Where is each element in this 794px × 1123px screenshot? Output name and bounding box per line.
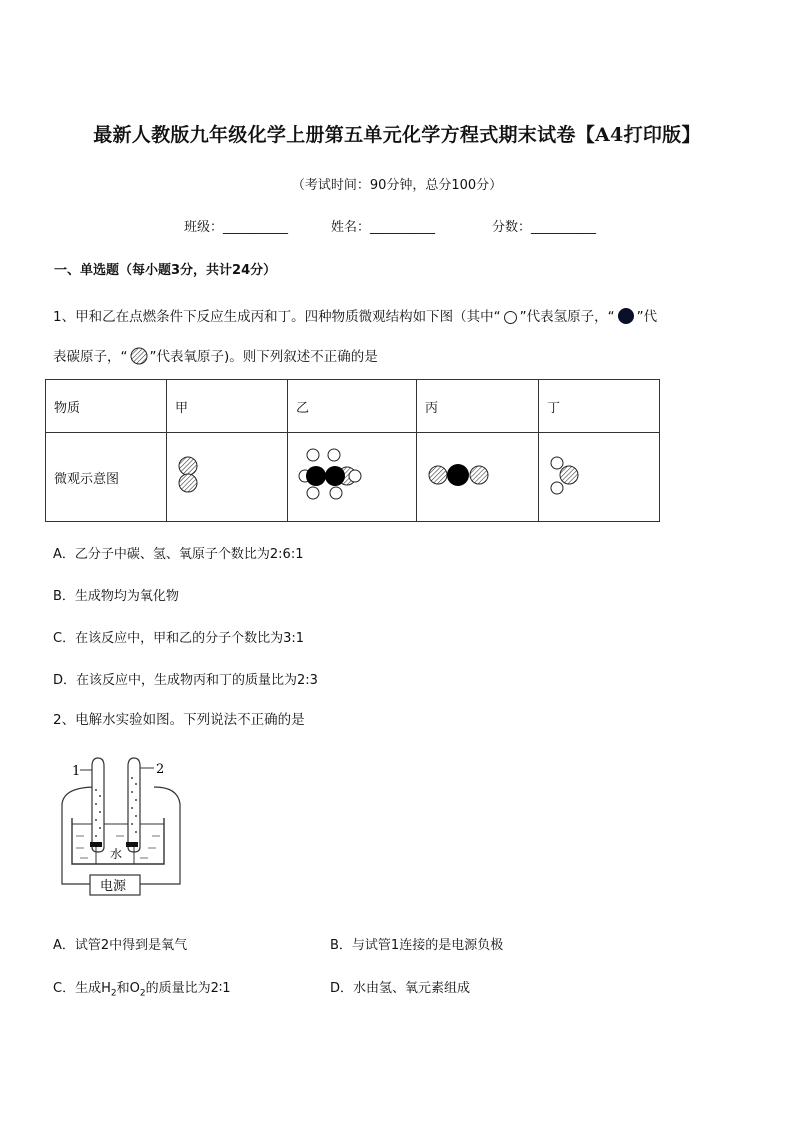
molecule-jia-cell: [167, 433, 288, 522]
molecule-yi-cell: [288, 433, 417, 522]
score-blank: __________: [531, 220, 597, 235]
label-tube-1: 1: [72, 764, 81, 779]
score-field: [492, 216, 596, 235]
header-yi: 乙: [288, 380, 417, 433]
name-label: 姓名：: [331, 220, 371, 235]
molecule-jia-o2: [175, 450, 215, 500]
q1-text-a: 1、甲和乙在点燃条件下反应生成丙和丁。四种物质微观结构如下图（其中“: [53, 309, 501, 325]
q2-option-b[interactable]: B．与试管1连接的是电源负极: [330, 938, 504, 953]
question-1-line1: [53, 307, 753, 327]
q2-option-c-mid: 和O: [116, 981, 140, 996]
name-blank: __________: [370, 220, 436, 235]
oxygen-atom-icon: [130, 347, 148, 365]
q2-option-c-post: 的质量比为2∶1: [145, 981, 231, 996]
header-substance: 物质: [46, 380, 167, 433]
exam-subtitle: （考试时间：90分钟，总分100分）: [291, 178, 503, 193]
score-label: 分数：: [492, 220, 532, 235]
q1-text-c: ”代: [636, 309, 658, 325]
header-bing: 丙: [417, 380, 539, 433]
question-2-text: 2、电解水实验如图。下列说法不正确的是: [53, 712, 305, 728]
q2-option-c-sub1: 2: [110, 988, 117, 999]
water-label: 水: [110, 847, 123, 861]
electrolysis-figure: [56, 754, 186, 906]
molecule-ding-cell: [539, 433, 660, 522]
class-label: 班级：: [184, 220, 224, 235]
q1-option-d[interactable]: D．在该反应中，生成物丙和丁的质量比为2:3: [53, 673, 318, 688]
section-title: 一、单选题（每小题3分，共计24分）: [54, 263, 277, 278]
carbon-atom-icon: [617, 307, 635, 325]
hydrogen-atom-icon: [503, 310, 518, 325]
page-title: 最新人教版九年级化学上册第五单元化学方程式期末试卷【A4打印版】: [93, 124, 701, 146]
q2-option-c-pre: C．生成H: [53, 981, 111, 996]
power-supply-label: 电源: [100, 879, 127, 894]
molecule-bing-co2: [425, 455, 505, 495]
q1-text-b: ”代表氢原子，“: [519, 309, 615, 325]
molecule-ding-h2o: [547, 450, 587, 500]
table-diagram-row: [46, 433, 660, 522]
label-tube-2: 2: [156, 762, 165, 777]
row-label: 微观示意图: [46, 433, 167, 522]
name-field: [331, 216, 435, 235]
q2-option-c-sub2: 2: [139, 988, 146, 999]
molecule-table: [45, 379, 660, 522]
q1-option-a[interactable]: A．乙分子中碳、氢、氧原子个数比为2:6:1: [53, 547, 304, 562]
q2-option-a[interactable]: A．试管2中得到是氧气: [53, 938, 188, 953]
question-1-line2: [53, 347, 753, 367]
class-field: [184, 216, 288, 235]
q2-option-d[interactable]: D．水由氢、氧元素组成: [330, 981, 471, 996]
q2-option-c[interactable]: [53, 977, 231, 999]
q1-option-c[interactable]: C．在该反应中，甲和乙的分子个数比为3:1: [53, 631, 304, 646]
header-jia: 甲: [167, 380, 288, 433]
q1-text-d: 表碳原子，“: [53, 349, 128, 365]
q1-option-b[interactable]: B．生成物均为氧化物: [53, 589, 179, 604]
table-header-row: [46, 380, 660, 433]
class-blank: __________: [223, 220, 289, 235]
molecule-bing-cell: [417, 433, 539, 522]
q1-text-e: ”代表氧原子)。则下列叙述不正确的是: [149, 349, 378, 365]
header-ding: 丁: [539, 380, 660, 433]
molecule-yi-ethanol: [296, 445, 376, 505]
